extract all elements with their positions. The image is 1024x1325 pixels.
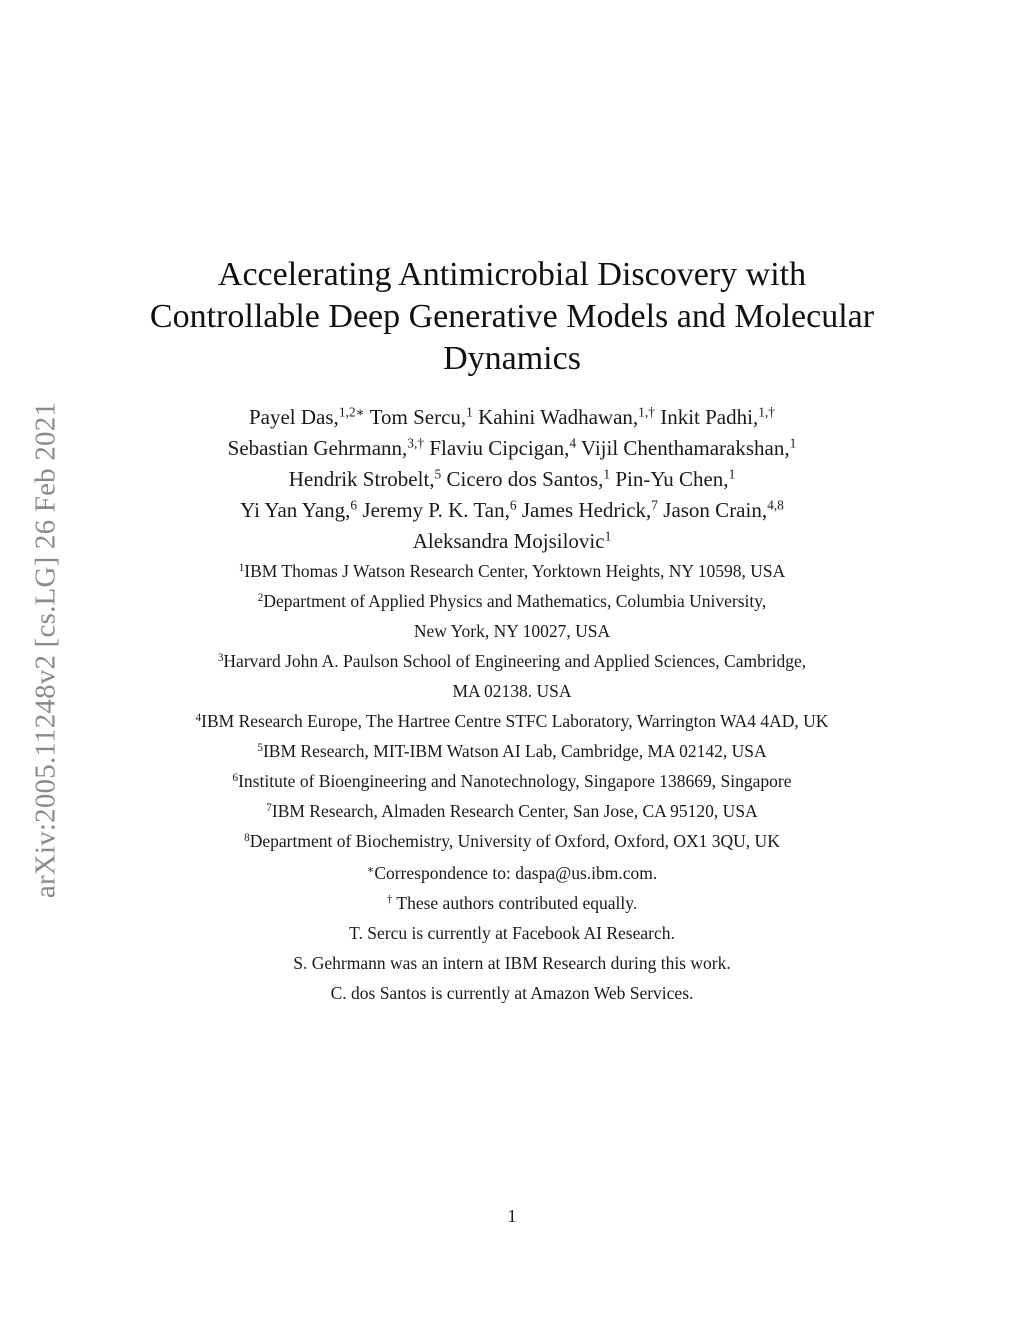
correspondence-marker: ∗ [366, 863, 375, 876]
author-name: Payel Das, [248, 405, 339, 429]
page-number: 1 [507, 1206, 517, 1226]
author-affiliation-marker: 4,8 [767, 497, 784, 513]
affiliation-number: 5 [257, 741, 263, 754]
author-name: Aleksandra Mojsilovic [412, 529, 605, 553]
affiliation-text: IBM Research Europe, The Hartree Centre STFC Laboratory, Warrington WA4 4AD, UK [201, 711, 829, 731]
title-line: Dynamics [443, 340, 581, 377]
author-line [112, 402, 912, 433]
affiliation-line [112, 826, 912, 856]
author-name: Pin-Yu Chen, [615, 467, 729, 491]
affiliation-text: New York, NY 10027, USA [413, 621, 611, 641]
author-affiliation-marker: 1 [466, 404, 473, 420]
equal-contribution-text: These authors contributed equally. [392, 893, 638, 913]
affiliation-text: Department of Applied Physics and Mathematics, Columbia University, [263, 591, 767, 611]
author-affiliation-marker: 5 [434, 466, 442, 482]
author-line [112, 495, 912, 526]
author-affiliation-marker: 1 [603, 466, 611, 482]
author-affiliation-marker: 1,† [638, 404, 655, 420]
author-affiliation-marker: 1,† [758, 404, 775, 420]
affiliation-number: 2 [257, 591, 264, 604]
affiliation-text: IBM Research, Almaden Research Center, San Jose, CA 95120, USA [271, 801, 758, 821]
author-affiliation-marker: 1 [728, 466, 736, 482]
footnotes [112, 858, 912, 1008]
author-affiliation-marker: 1 [604, 528, 612, 544]
author-affiliation-marker: 3,† [407, 435, 425, 451]
affiliation-text: Harvard John A. Paulson School of Engineering and Applied Sciences, Cambridge, [223, 651, 807, 671]
affiliation-text: IBM Research, MIT-IBM Watson AI Lab, Cambridge, MA 02142, USA [262, 741, 767, 761]
author-name: Jason Crain, [663, 498, 768, 522]
affiliation-line [112, 586, 912, 616]
arxiv-identifier-stamp: arXiv:2005.11248v2 [cs.LG] 26 Feb 2021 [29, 401, 62, 899]
author-affiliation-marker: 4 [569, 435, 577, 451]
author-line [112, 464, 912, 495]
affiliation-text: MA 02138. USA [452, 681, 572, 701]
author-affiliation-marker: 1 [789, 435, 797, 451]
affiliation-text: IBM Thomas J Watson Research Center, Yorktown Heights, NY 10598, USA [244, 561, 786, 581]
author-name: Cicero dos Santos, [446, 467, 604, 491]
correspondence-text: Correspondence to: daspa@us.ibm.com. [374, 863, 658, 883]
affiliation-line [112, 706, 912, 736]
affiliation-number: 6 [232, 771, 239, 784]
title-line: Accelerating Antimicrobial Discovery with [217, 256, 807, 293]
affiliation-line [112, 616, 912, 646]
affiliation-list [112, 556, 912, 856]
affiliation-line [112, 766, 912, 796]
affiliation-number: 3 [217, 651, 224, 664]
paper-title [112, 254, 912, 380]
author-affiliation-marker: 6 [350, 497, 358, 513]
author-name: Tom Sercu, [369, 405, 467, 429]
affiliation-change-note: T. Sercu is currently at Facebook AI Research. [349, 923, 675, 943]
author-line [112, 433, 912, 464]
author-affiliation-marker: 7 [651, 497, 659, 513]
affiliation-line [112, 676, 912, 706]
author-name: Kahini Wadhawan, [478, 405, 639, 429]
author-affiliation-marker: 6 [509, 497, 517, 513]
affiliation-number: 7 [266, 801, 272, 814]
affiliation-number: 4 [195, 711, 202, 724]
affiliation-text: Department of Biochemistry, University of Oxford, Oxford, OX1 3QU, UK [249, 831, 780, 851]
author-name: Inkit Padhi, [660, 405, 759, 429]
affiliation-text: Institute of Bioengineering and Nanotechnology, Singapore 138669, Singapore [238, 771, 792, 791]
correspondence-note [112, 858, 912, 888]
affiliation-line [112, 556, 912, 586]
affiliation-line [112, 796, 912, 826]
author-name: Vijil Chenthamarakshan, [580, 436, 790, 460]
title-line: Controllable Deep Generative Models and Molecular [149, 298, 875, 335]
affiliation-number: 1 [238, 561, 245, 574]
author-name: Yi Yan Yang, [240, 498, 351, 522]
author-affiliation-marker: 1,2∗ [338, 404, 365, 420]
affiliation-number: 8 [244, 831, 250, 844]
affiliation-line [112, 736, 912, 766]
author-name: Jeremy P. K. Tan, [362, 498, 510, 522]
affiliation-change-note: C. dos Santos is currently at Amazon Web Services. [330, 983, 694, 1003]
dagger-marker: † [386, 893, 393, 906]
author-name: Flaviu Cipcigan, [429, 436, 570, 460]
author-name: Sebastian Gehrmann, [227, 436, 408, 460]
author-name: Hendrik Strobelt, [288, 467, 435, 491]
affiliation-line [112, 646, 912, 676]
author-list [112, 402, 912, 557]
author-line [112, 526, 912, 557]
internship-note: S. Gehrmann was an intern at IBM Research during this work. [293, 953, 731, 973]
equal-contribution-note [112, 888, 912, 918]
author-name: James Hedrick, [521, 498, 652, 522]
